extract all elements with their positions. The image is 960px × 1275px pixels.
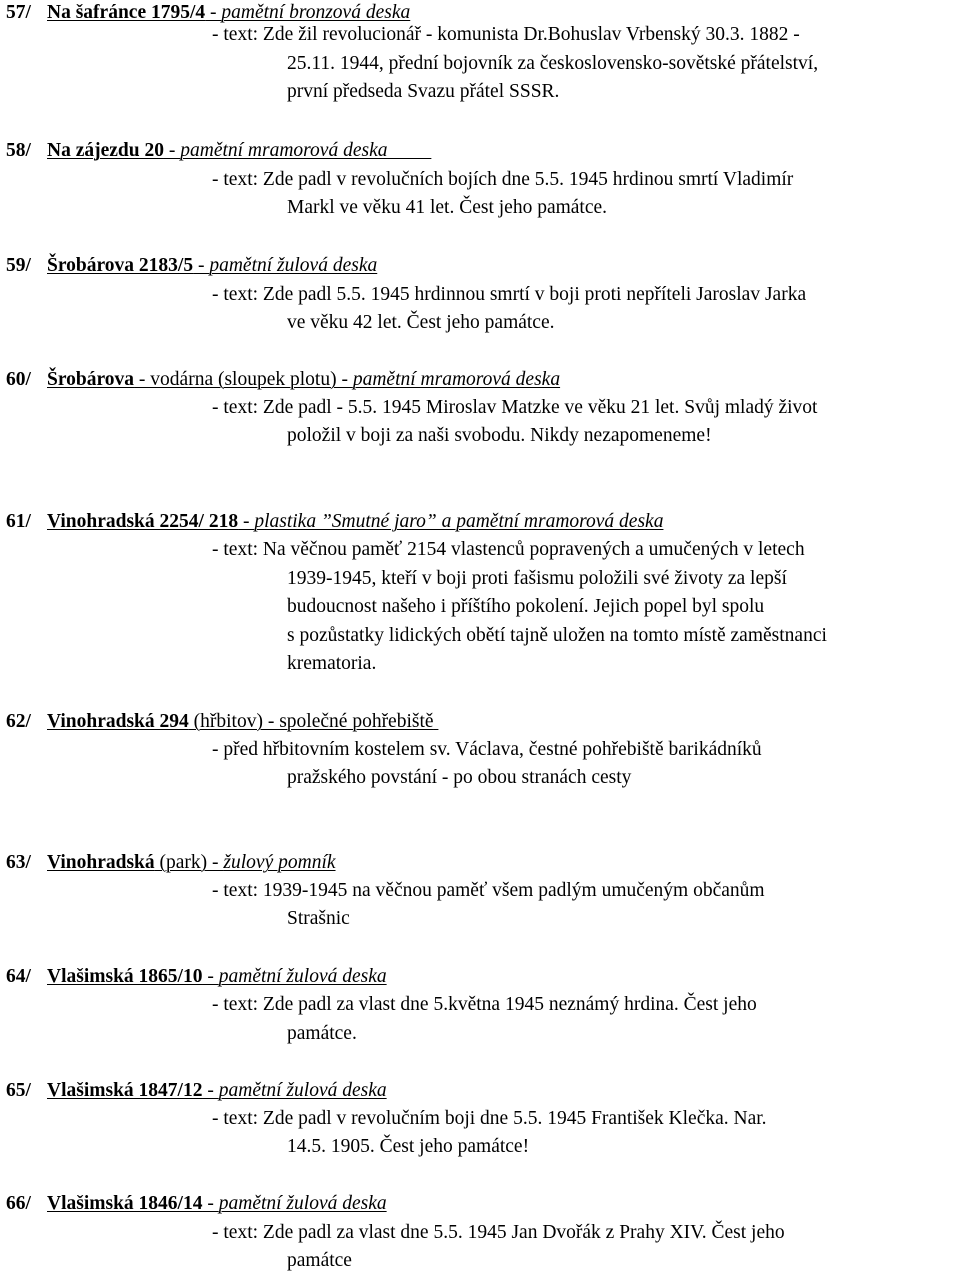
street-name: Vinohradská 294 <box>47 711 189 732</box>
entry-text-line: památce <box>287 1250 352 1271</box>
entry-text-line: Markl ve věku 41 let. Čest jeho památce. <box>287 197 608 218</box>
entry-heading <box>47 512 663 532</box>
separator: - <box>202 966 219 987</box>
street-name: Vlašimská 1865/10 <box>47 966 203 987</box>
entry-heading <box>47 853 336 873</box>
separator: - <box>202 1080 219 1101</box>
entry-number: 60/ <box>6 369 31 390</box>
memorial-type: pamětní bronzová deska <box>221 2 411 23</box>
entry-text-line: ve věku 42 let. Čest jeho památce. <box>287 312 555 333</box>
street-name: Na zájezdu 20 <box>47 140 164 161</box>
entry-heading <box>47 370 560 390</box>
entry-text-line: památce. <box>287 1023 357 1044</box>
location-detail: (hřbitov) - společné pohřebiště <box>188 711 434 732</box>
separator: - <box>205 2 222 23</box>
separator: - <box>193 255 210 276</box>
entry-heading <box>47 967 387 987</box>
street-name: Na šafránce 1795/4 <box>47 2 206 23</box>
entry-number: 57/ <box>6 2 31 23</box>
location-detail: - vodárna (sloupek plotu) - <box>134 369 353 390</box>
street-name: Vinohradská <box>47 852 155 873</box>
entry-text-line: - text: Na věčnou paměť 2154 vlastenců popravených a umučených v letech <box>212 539 805 560</box>
entry-number: 58/ <box>6 140 31 161</box>
memorial-type: pamětní žulová deska <box>218 1080 387 1101</box>
separator: - <box>202 1193 219 1214</box>
entry-text-line: Strašnic <box>287 908 350 929</box>
underline-filler <box>434 711 439 732</box>
entry-text-line: pražského povstání - po obou stranách cesty <box>287 767 632 788</box>
street-name: Vlašimská 1846/14 <box>47 1193 203 1214</box>
entry-text-line: položil v boji za naši svobodu. Nikdy nezapomeneme! <box>287 425 712 446</box>
separator: - <box>163 140 181 161</box>
entry-number: 65/ <box>6 1080 31 1101</box>
entry-text-line: - text: Zde padl v revolučních bojích dne 5.5. 1945 hrdinou smrtí Vladimír <box>212 169 794 190</box>
entry-text-line: 25.11. 1944, přední bojovník za československo-sovětské přátelství, <box>287 53 819 74</box>
entry-text-line: - text: Zde padl v revolučním boji dne 5.5. 1945 František Klečka. Nar. <box>212 1108 767 1129</box>
entry-heading <box>47 1194 387 1214</box>
memorial-type: plastika ”Smutné jaro” a pamětní mramorová deska <box>254 511 664 532</box>
memorial-type: pamětní mramorová deska <box>180 140 388 161</box>
entry-number: 61/ <box>6 511 31 532</box>
entry-text-line: první předseda Svazu přátel SSSR. <box>287 81 560 102</box>
entry-text-line: 14.5. 1905. Čest jeho památce! <box>287 1136 530 1157</box>
entry-text-line: - text: Zde padl - 5.5. 1945 Miroslav Matzke ve věku 21 let. Svůj mladý život <box>212 397 818 418</box>
entry-text-line: - před hřbitovním kostelem sv. Václava, čestné pohřebiště barikádníků <box>212 739 762 760</box>
underline-filler <box>387 140 431 161</box>
entry-heading <box>47 1081 387 1101</box>
entry-text-line: s pozůstatky lidických obětí tajně uložen na tomto místě zaměstnanci <box>287 625 827 646</box>
memorial-type: pamětní žulová deska <box>218 966 387 987</box>
entry-heading <box>47 712 438 732</box>
separator: - <box>238 511 255 532</box>
street-name: Vinohradská 2254/ 218 <box>47 511 239 532</box>
entry-text-line: 1939-1945, kteří v boji proti fašismu položili své životy za lepší <box>287 568 787 589</box>
memorial-type: pamětní mramorová deska <box>352 369 561 390</box>
street-name: Šrobárova <box>47 369 135 390</box>
entry-text-line: - text: 1939-1945 na věčnou paměť všem padlým umučeným občanům <box>212 880 765 901</box>
entry-text-line: - text: Zde padl za vlast dne 5.5. 1945 Jan Dvořák z Prahy XIV. Čest jeho <box>212 1222 785 1243</box>
entry-heading <box>47 3 410 23</box>
street-name: Šrobárova 2183/5 <box>47 255 194 276</box>
entry-heading <box>47 256 377 276</box>
entry-number: 62/ <box>6 711 31 732</box>
street-name: Vlašimská 1847/12 <box>47 1080 203 1101</box>
memorial-type: pamětní žulová deska <box>218 1193 387 1214</box>
entry-text-line: - text: Zde žil revolucionář - komunista Dr.Bohuslav Vrbenský 30.3. 1882 - <box>212 24 800 45</box>
entry-number: 59/ <box>6 255 31 276</box>
entry-heading <box>47 141 431 161</box>
entry-number: 64/ <box>6 966 31 987</box>
memorial-type: pamětní žulová deska <box>209 255 378 276</box>
location-detail: (park) - <box>154 852 224 873</box>
entry-number: 63/ <box>6 852 31 873</box>
entry-text-line: - text: Zde padl za vlast dne 5.května 1945 neznámý hrdina. Čest jeho <box>212 994 757 1015</box>
entry-text-line: krematoria. <box>287 653 377 674</box>
entry-number: 66/ <box>6 1193 31 1214</box>
entry-text-line: - text: Zde padl 5.5. 1945 hrdinnou smrtí v boji proti nepříteli Jaroslav Jarka <box>212 284 807 305</box>
memorial-type: žulový pomník <box>223 852 336 873</box>
entry-text-line: budoucnost našeho i příštího pokolení. Jejich popel byl spolu <box>287 596 765 617</box>
